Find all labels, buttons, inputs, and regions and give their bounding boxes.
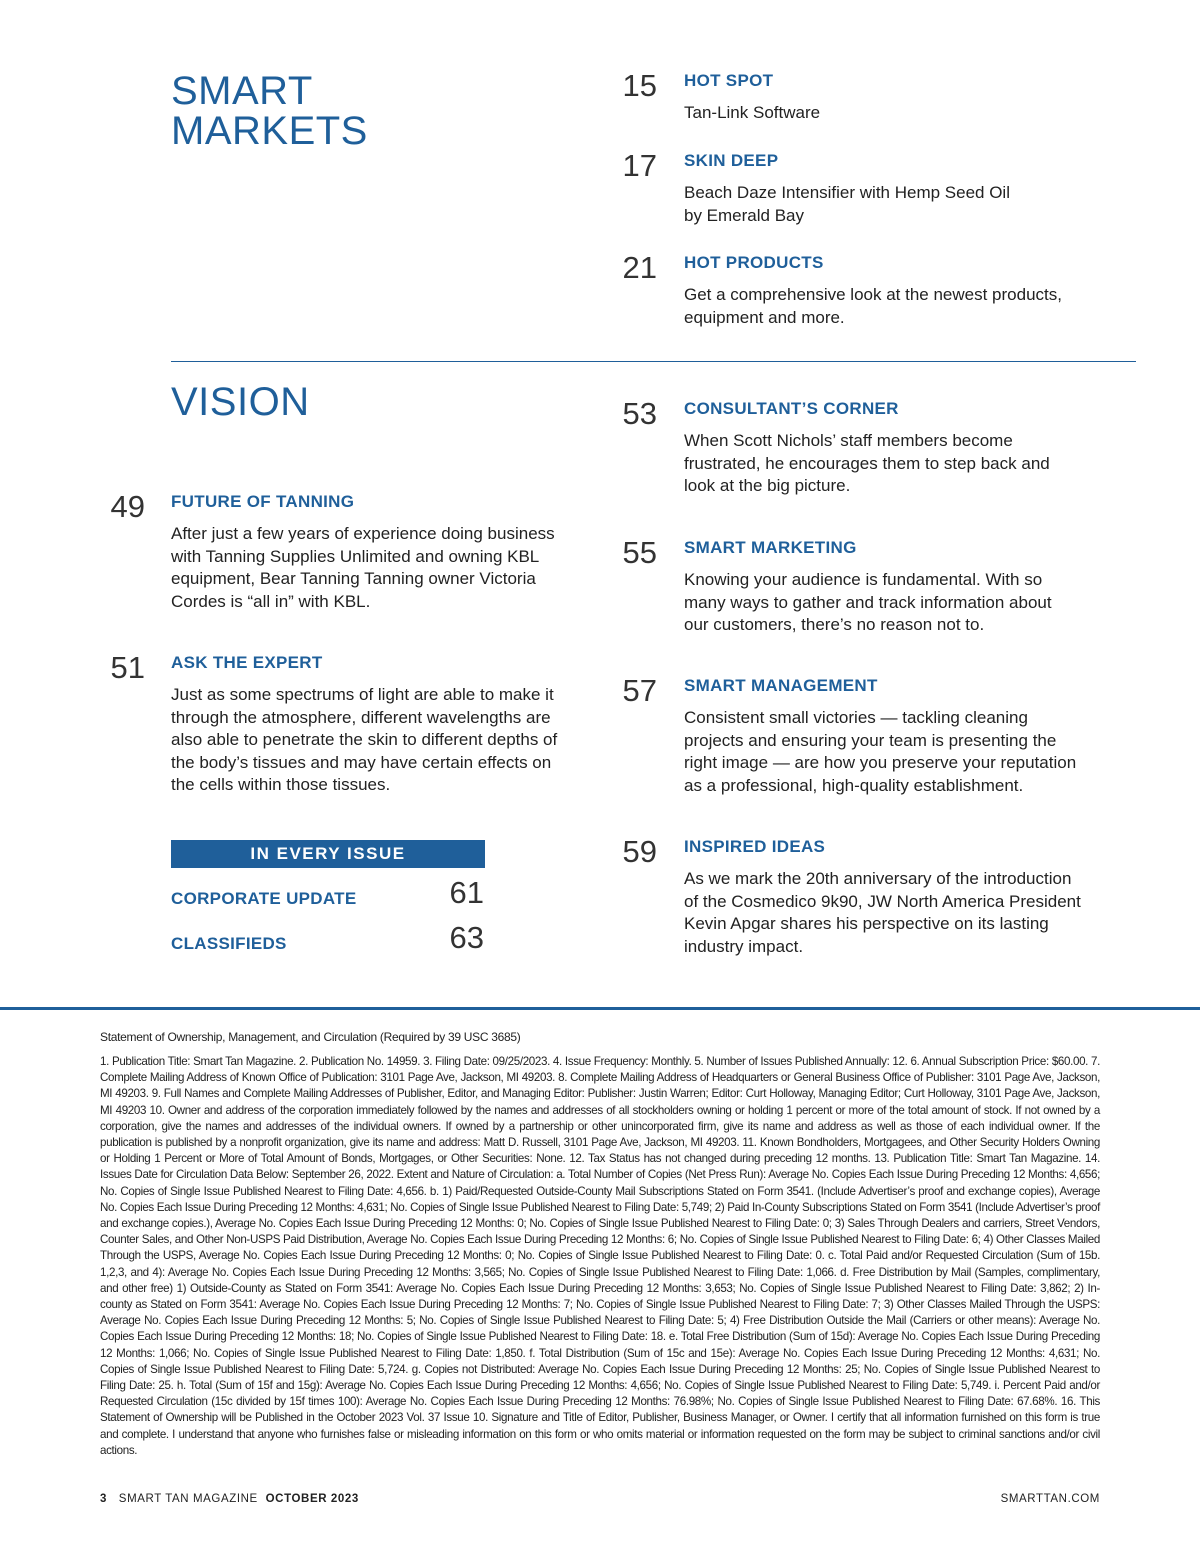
footer-issue-date: OCTOBER 2023 xyxy=(265,1493,359,1505)
footer-magazine-name: SMART TAN MAGAZINE xyxy=(118,1493,258,1505)
toc-item-title: INSPIRED IDEAS xyxy=(684,837,826,856)
desc-line: Cordes is “all in” with KBL. xyxy=(171,591,371,611)
toc-item-desc xyxy=(171,523,591,613)
statement-body: 1. Publication Title: Smart Tan Magazine. 2. Publication No. 14959. 3. Filing Date: 09/25/2023. 4. Issue Frequency: Monthly. 5. Number of Issues Published Annually: 12. 6. Annual Subscription Price: $60.00. 7. Complete Mailing Address of Known Office of Publication: 3101 Page Ave, Jackson, MI 49203. 8. Complete Mailing Address of Headquarters or General Business Office of Publisher: 3101 Page Ave, Jackson, MI 49203. 9. Full Names and Complete Mailing Addresses of Publisher, Editor, and Managing Editor: Publisher: Justin Warren; Editor: Curt Holloway, Managing Editor; Curt Holloway, 3101 Page Ave, Jackson, MI 49203 10. Owner and address of the corporation immediately followed by the names and addresses of all stockholders owning or holding 1 percent or more of the total amount of stock. If not owned by a corporation, give the names and addresses of the individual owners. If owned by a partnership or other unincorporated firm, give its name and address as well as those of each individual owner. If the publication is published by a nonprofit organization, give its name and address: Matt D. Russell, 3101 Page Ave, Jackson, MI 49203. 11. Known Bondholders, Mortgagees, and Other Security Holders Owning or Holding 1 Percent or More of Total Amount of Bonds, Mortgages, or Other Securities: None. 12. Tax Status has not changed during preceding 12 months. 13. Publication Title: Smart Tan Magazine. 14. Issues Date for Circulation Data Below: September 26, 2022. Extent and Nature of Circulation: a. Total Number of Copies (Net Press Run): Average No. Copies Each Issue During Preceding 12 Months: 4,656; No. Copies of Single Issue Published Nearest to Filing Date: 4,656. b. 1) Paid/Requested Outside-County Mail Subscriptions Stated on Form 3541. (Include Advertiser’s proof and exchange copies), Average No. Copies Each Issue During Preceding 12 Months: 4,631; No. Copies of Single Issue Published Nearest to Filing Date: 5,749; 2) Paid In-County Subscriptions Stated on Form 3541 (Include Advertiser’s proof and exchange copies.), Average No. Copies Each Issue During Preceding 12 Months: 0; No. Copies of Single Issue Published Nearest to Filing Date: 0; 3) Sales Through Dealers and carriers, Street Vendors, Counter Sales, and Other Non-USPS Paid Distribution, Average No. Copies Each Issue During Preceding 12 Months: 6; No. Copies of Single Issue Published Nearest to Filing Date: 6; 4) Other Classes Mailed Through the USPS, Average No. Copies Each Issue During Preceding 12 Months: 0; No. Copies of Single Issue Published Nearest to Filing Date: 0. c. Total Paid and/or Requested Circulation (Sum of 15b. 1,2,3, and 4): Average No. Copies Each Issue During Preceding 12 Months: 3,565; No. Copies of Single Issue Published Nearest to Filing Date: 1,066. d. Free Distribution by Mail (Samples, complimentary, and other free) 1) Outside-County as Stated on Form 3541: Average No. Copies Each Issue During Preceding 12 Months: 3,653; No. Copies of Single Issue Published Nearest to Filing Date: 3,862; 2) In-county as Stated on Form 3541: Average No. Copies Each Issue During Preceding 12 Months: 7; No. Copies of Single Issue Published Nearest to Filing Date: 7; 3) Other Classes Mailed Through the USPS: Average No. Copies Each Issue During Preceding 12 Months: 5; No. Copies of Single Issue Published Nearest to Filing Date: 5; 4) Free Distribution Outside the Mail (Carriers or other means): Average No. Copies Each Issue During Preceding 12 Months: 18; No. Copies of Single Issue Published Nearest to Filing Date: 18. e. Total Free Distribution (Sum of 15d): Average No. Copies Each Issue During Preceding 12 Months: 1,066; No. Copies of Single Issue Published Nearest to Filing Date: 1,850. f. Total Distribution (Sum of 15c and 15e): Average No. Copies Each Issue During Preceding 12 Months: 4,631; No. Copies of Single Issue Published Nearest to Filing Date: 5,724. g. Copies not Distributed: Average No. Copies Each Issue During Preceding 12 Months: 25; No. Copies of Single Issue Published Nearest to Filing Date: 25. h. Total (Sum of 15f and 15g): Average No. Copies Each Issue During Preceding 12 Months: 4,656; No. Copies of Single Issue Published Nearest to Filing Date: 5,749. i. Percent Paid and/or Requested Circulation (15c divided by 15f times 100): Average No. Copies Each Issue During Preceding 12 Months: 76.98%; No. Copies of Single Issue Published Nearest to Filing Date: 67.68%. 16. This Statement of Ownership will be Published in the October 2023 Vol. 37 Issue 10. Signature and Title of Editor, Publisher, Business Manager, or Owner. I certify that all information furnished on this form is true and complete. I understand that anyone who furnishes false or misleading information on this form or who omits material or information requested on the form may be subject to criminal sanctions and/or civil actions. xyxy=(100,1055,1100,1457)
statement-heading: Statement of Ownership, Management, and Circulation (Required by 39 USC 3685) xyxy=(100,1030,521,1044)
in-every-issue-heading: IN EVERY ISSUE xyxy=(171,840,485,868)
desc-line: equipment, Bear Tanning Tanning owner Victoria xyxy=(171,569,536,588)
desc-line: equipment and more. xyxy=(684,307,845,327)
toc-item-desc xyxy=(171,684,591,797)
desc-line: Consistent small victories — tackling cleaning xyxy=(684,708,1028,727)
desc-line: as a professional, high-quality establishment. xyxy=(684,775,1024,795)
desc-line: When Scott Nichols’ staff members become xyxy=(684,431,1013,450)
desc-line: right image — are how you preserve your reputation xyxy=(684,753,1077,772)
page-number: 17 xyxy=(622,148,657,183)
page-number: 21 xyxy=(622,250,657,285)
desc-line: by Emerald Bay xyxy=(684,205,804,225)
page-number: 15 xyxy=(622,68,657,103)
section-title-line: SMART xyxy=(171,69,313,113)
desc-line: many ways to gather and track information about xyxy=(684,592,1052,612)
toc-item-desc xyxy=(684,868,1164,958)
every-issue-item-label[interactable]: CLASSIFIEDS xyxy=(171,934,287,953)
desc-line: the body’s tissues and may have certain effects on xyxy=(171,752,552,772)
desc-line: After just a few years of experience doing business xyxy=(171,524,555,543)
page-number: 61 xyxy=(449,875,484,910)
desc-line: industry impact. xyxy=(684,936,804,956)
section-divider xyxy=(171,361,1136,362)
desc-line: Beach Daze Intensifier with Hemp Seed Oil xyxy=(684,183,1010,202)
desc-line: with Tanning Supplies Unlimited and owning KBL xyxy=(171,546,540,566)
section-title-line: MARKETS xyxy=(171,109,368,153)
toc-item-title: FUTURE OF TANNING xyxy=(171,492,355,511)
toc-item-hot-products[interactable] xyxy=(684,253,1164,329)
page-number: 55 xyxy=(622,535,657,570)
page-footer xyxy=(100,1493,359,1505)
toc-item-title: SKIN DEEP xyxy=(684,151,779,170)
desc-line: the cells within those tissues. xyxy=(171,775,391,794)
desc-line: Get a comprehensive look at the newest products, xyxy=(684,285,1062,304)
toc-item-desc xyxy=(684,430,1164,498)
section-title-smart-markets xyxy=(171,71,368,151)
footer-page-number: 3 xyxy=(100,1493,107,1505)
toc-item-title: HOT SPOT xyxy=(684,71,774,90)
toc-item-inspired-ideas[interactable] xyxy=(684,837,1164,958)
toc-item-hot-spot[interactable] xyxy=(684,71,1164,125)
toc-item-consultants-corner[interactable] xyxy=(684,399,1164,498)
toc-item-desc xyxy=(684,707,1164,797)
toc-item-skin-deep[interactable] xyxy=(684,151,1164,227)
footer-website-link[interactable]: SMARTTAN.COM xyxy=(1000,1493,1100,1505)
toc-item-title: SMART MARKETING xyxy=(684,538,857,557)
toc-item-desc xyxy=(684,182,1164,227)
toc-item-desc: Tan-Link Software xyxy=(684,103,821,122)
statement-divider xyxy=(0,1007,1200,1010)
toc-item-title: ASK THE EXPERT xyxy=(171,653,323,672)
desc-line: As we mark the 20th anniversary of the introduction xyxy=(684,869,1072,888)
toc-item-title: HOT PRODUCTS xyxy=(684,253,824,272)
desc-line: also able to penetrate the skin to different depths of xyxy=(171,730,558,749)
page-number: 51 xyxy=(110,650,145,685)
toc-item-title: SMART MANAGEMENT xyxy=(684,676,878,695)
toc-item-future-of-tanning[interactable] xyxy=(171,492,591,613)
toc-item-desc xyxy=(684,284,1164,329)
toc-item-title: CONSULTANT’S CORNER xyxy=(684,399,899,418)
every-issue-item-label[interactable]: CORPORATE UPDATE xyxy=(171,889,357,908)
toc-item-smart-marketing[interactable] xyxy=(684,538,1164,637)
desc-line: of the Cosmedico 9k90, JW North America President xyxy=(684,891,1081,911)
desc-line: through the atmosphere, different wavelengths are xyxy=(171,707,551,727)
desc-line: Kevin Apgar shares his perspective on its lasting xyxy=(684,914,1049,933)
desc-line: Just as some spectrums of light are able to make it xyxy=(171,685,554,704)
section-title-vision: VISION xyxy=(171,380,310,424)
desc-line: projects and ensuring your team is presenting the xyxy=(684,730,1057,750)
page-number: 49 xyxy=(110,489,145,524)
desc-line: look at the big picture. xyxy=(684,476,851,495)
desc-line: our customers, there’s no reason not to. xyxy=(684,615,985,634)
page-number: 63 xyxy=(449,920,484,955)
desc-line: frustrated, he encourages them to step back and xyxy=(684,453,1050,473)
page-number: 53 xyxy=(622,396,657,431)
toc-item-ask-the-expert[interactable] xyxy=(171,653,591,797)
desc-line: Knowing your audience is fundamental. With so xyxy=(684,570,1043,589)
toc-item-smart-management[interactable] xyxy=(684,676,1164,797)
toc-item-desc xyxy=(684,569,1164,637)
page-number: 57 xyxy=(622,673,657,708)
page-number: 59 xyxy=(622,834,657,869)
